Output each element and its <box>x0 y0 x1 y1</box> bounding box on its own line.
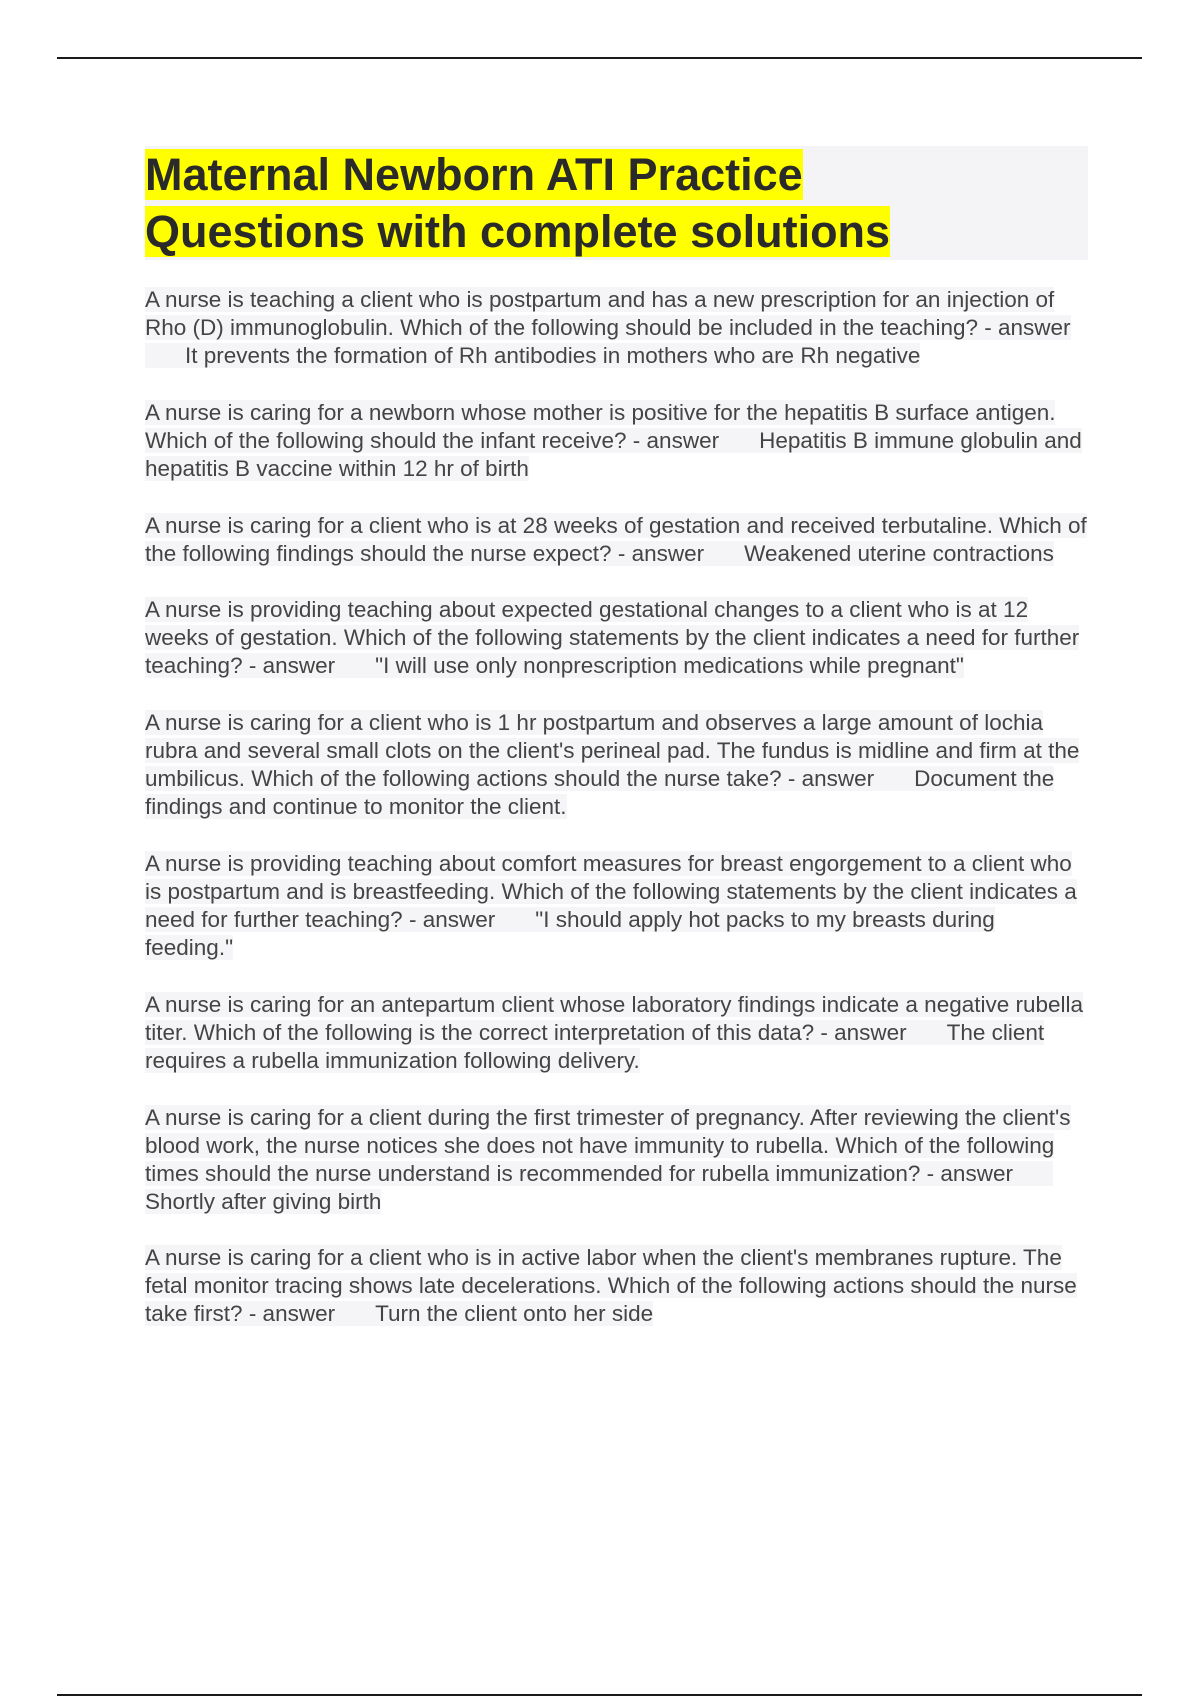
qa-item <box>145 512 1088 568</box>
question-text: A nurse is caring for a client who is 1 hr postpartum and observes a large amount of lochia rubra and several small clots on the client's perineal pad. The fundus is midline and firm at the umbilicus. Which of the following actions should the nurse take? <box>145 710 1080 792</box>
page-title <box>145 146 1088 260</box>
title-line-2: Questions with complete solutions <box>145 206 891 257</box>
bottom-rule <box>57 1694 1142 1696</box>
qa-item <box>145 399 1088 483</box>
answer-separator: - answer <box>248 653 336 679</box>
question-text: A nurse is providing teaching about expected gestational changes to a client who is at 12 weeks of gestation. Which of the following statements by the client indicates a need for further teaching? <box>145 597 1080 679</box>
document-body <box>145 146 1088 1357</box>
answer-separator: - answer <box>926 1160 1013 1186</box>
answer-text: "I should apply hot packs to my breasts during feeding." <box>145 906 995 960</box>
answer-text: Hepatitis B immune globulin and hepatitis B vaccine within 12 hr of birth <box>145 427 1082 481</box>
question-text: A nurse is caring for a newborn whose mother is positive for the hepatitis B surface antigen. Which of the following should the infant receive? <box>145 399 1056 453</box>
qa-list <box>145 286 1088 1328</box>
question-text: A nurse is caring for a client during the first trimester of pregnancy. After reviewing the client's blood work, the nurse notices she does not have immunity to rubella. Which of the following times should the nurse understand is recommended for rubella immunization? <box>145 1104 1071 1186</box>
title-line-1: Maternal Newborn ATI Practice <box>145 149 803 200</box>
answer-separator: - answer <box>408 906 496 932</box>
answer-separator: - answer <box>984 315 1071 340</box>
qa-item <box>145 1104 1088 1216</box>
question-text: A nurse is providing teaching about comfort measures for breast engorgement to a client who is postpartum and is breastfeeding. Which of the following statements by the client indicates a need for further teaching? <box>145 850 1077 932</box>
qa-item <box>145 1244 1088 1328</box>
top-rule <box>57 57 1142 59</box>
answer-separator: - answer <box>617 540 705 566</box>
qa-item <box>145 991 1088 1075</box>
qa-item <box>145 596 1088 680</box>
answer-text: Turn the client onto her side <box>375 1301 654 1327</box>
answer-text: Document the findings and continue to monitor the client. <box>145 766 1055 820</box>
answer-separator: - answer <box>820 1019 907 1045</box>
answer-text: The client requires a rubella immunization following delivery. <box>145 1019 1045 1073</box>
answer-separator: - answer <box>787 766 875 792</box>
answer-text: It prevents the formation of Rh antibodies in mothers who are Rh negative <box>185 343 921 368</box>
question-text: A nurse is caring for a client who is at 28 weeks of gestation and received terbutaline. Which of the following findings should the nurse expect? <box>145 512 1087 566</box>
title-block <box>145 146 1088 260</box>
answer-text: Weakened uterine contractions <box>744 540 1054 566</box>
qa-item <box>145 850 1088 962</box>
answer-text: "I will use only nonprescription medications while pregnant" <box>375 653 964 679</box>
question-text: A nurse is caring for an antepartum client whose laboratory findings indicate a negative rubella titer. Which of the following is the correct interpretation of this data? <box>145 991 1084 1045</box>
answer-text: Shortly after giving birth <box>145 1188 382 1214</box>
qa-item <box>145 286 1088 370</box>
answer-separator: - answer <box>248 1301 336 1327</box>
question-text: A nurse is caring for a client who is in active labor when the client's membranes rupture. The fetal monitor tracing shows late decelerations. Which of the following actions should the nurse take first? <box>145 1245 1077 1327</box>
qa-item <box>145 709 1088 821</box>
question-text: A nurse is teaching a client who is postpartum and has a new prescription for an injection of Rho (D) immunoglobulin. Which of the following should be included in the teaching? <box>145 287 1055 340</box>
answer-separator: - answer <box>632 427 720 453</box>
